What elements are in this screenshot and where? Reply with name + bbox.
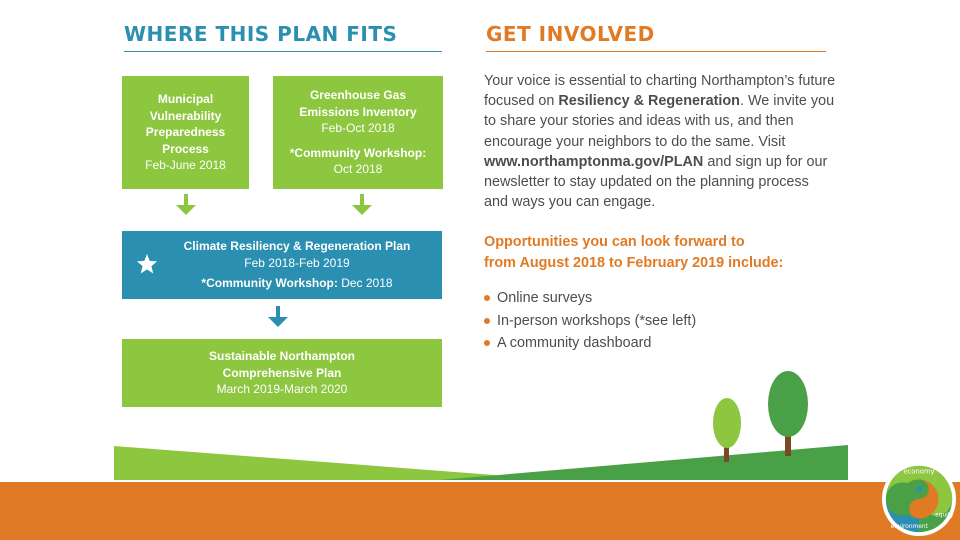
section-heading-plan-fits: WHERE THIS PLAN FITS xyxy=(124,22,398,46)
box-title: Process xyxy=(162,141,209,156)
box-title: Preparedness xyxy=(145,125,226,140)
list-item-text: In-person workshops (*see left) xyxy=(497,312,697,329)
tree-icon xyxy=(768,371,808,456)
intro-text: . We invite you to share your stories and ideas with us, and then encourage your neighbors to do the same. Visit xyxy=(484,93,835,150)
workshop-label: *Community Workshop: xyxy=(201,276,338,290)
box-title: Municipal xyxy=(157,92,214,107)
list-item-text: A community dashboard xyxy=(497,335,652,351)
intro-bold-ampersand: & xyxy=(629,93,648,110)
opportunities-line: Opportunities you can look forward to xyxy=(484,234,745,250)
logo-word: environment xyxy=(890,524,928,531)
workshop-date: Dec 2018 xyxy=(337,276,393,290)
workshop-label: *Community Workshop: xyxy=(289,145,427,160)
footer-bar xyxy=(0,482,960,540)
plan-website-link[interactable]: www.northamptonma.gov/PLAN xyxy=(484,153,704,170)
intro-bold-regeneration: Regeneration xyxy=(648,93,740,110)
list-item-text: Online surveys xyxy=(497,290,593,306)
section-heading-get-involved: GET INVOLVED xyxy=(486,22,655,46)
box-dates: Feb-June 2018 xyxy=(145,158,226,173)
logo-word: economy xyxy=(903,467,935,476)
box-title: Sustainable Northampton xyxy=(208,349,355,364)
logo-emblem-icon xyxy=(880,460,958,538)
box-title: Comprehensive Plan xyxy=(222,365,342,380)
box-title: Greenhouse Gas xyxy=(309,88,407,103)
box-dates: March 2019-March 2020 xyxy=(216,382,348,397)
box-dates: Feb-Oct 2018 xyxy=(321,121,395,136)
tree-icon xyxy=(713,398,741,462)
intro-text: Your voice is essential to charting Northampton’s future focused on xyxy=(484,73,836,110)
logo-word: equity xyxy=(935,512,954,519)
box-dates: Feb 2018-Feb 2019 xyxy=(244,255,350,270)
intro-bold-resiliency: Resiliency xyxy=(558,93,630,110)
intro-text: and sign up for our newsletter to stay updated on the planning process and ways you can engage. xyxy=(484,153,828,211)
box-title: Vulnerability xyxy=(149,108,222,123)
box-title: Climate Resiliency & Regeneration Plan xyxy=(183,239,411,253)
light-green-hill xyxy=(114,446,560,480)
workshop-date: Oct 2018 xyxy=(333,162,383,177)
box-title: Emissions Inventory xyxy=(299,104,417,119)
opportunities-line: from August 2018 to February 2019 include: xyxy=(484,254,784,271)
